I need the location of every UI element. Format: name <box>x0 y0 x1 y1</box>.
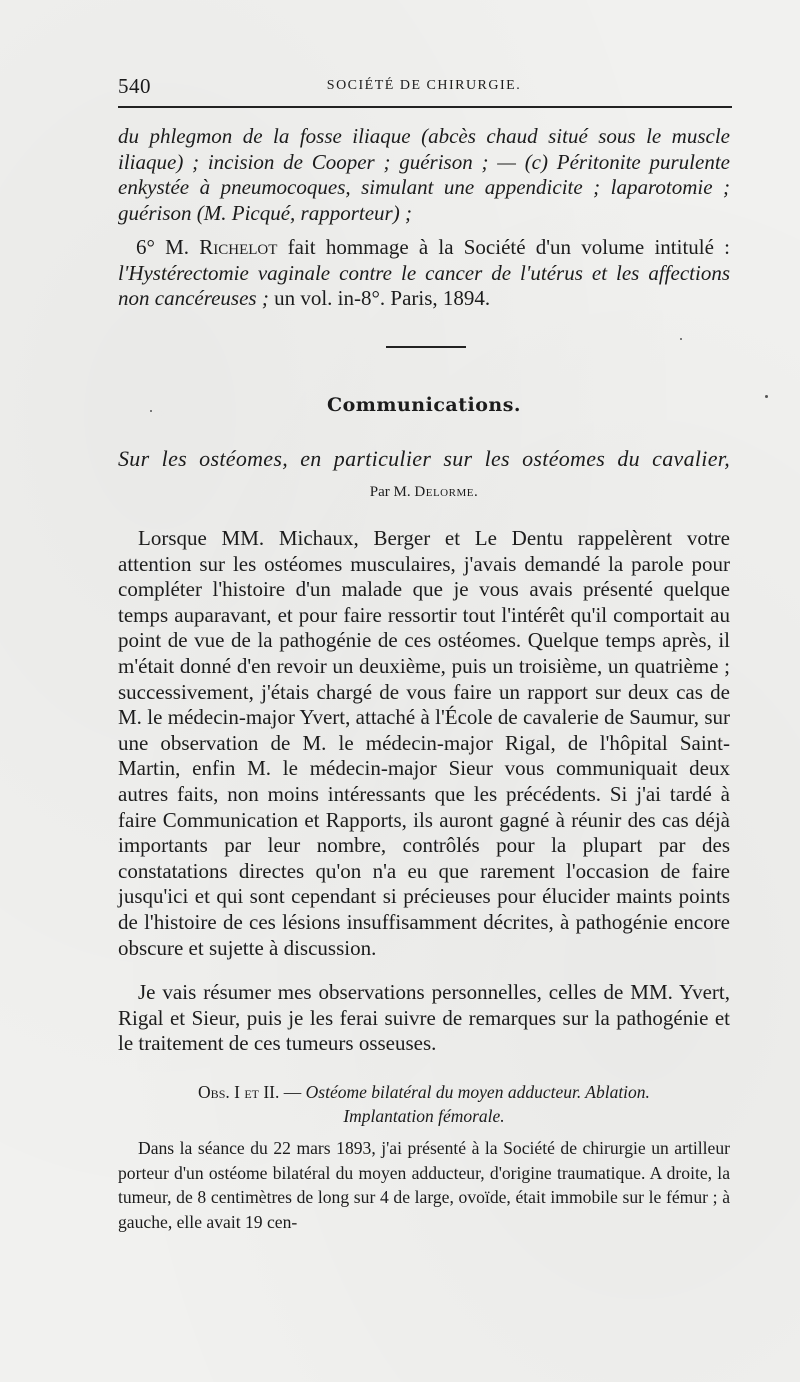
observation-number: Obs. I et II. — <box>198 1082 302 1102</box>
paragraph-phlegmon: du phlegmon de la fosse iliaque (abcès chaud situé sous le muscle iliaque) ; incision de Cooper ; guérison ; — (c) Péritonite purulente enkystée à pneumocoques, simulant une appendicite ; laparotomie ; guérison (M. Picqué, rapporteur) ; <box>118 124 730 225</box>
byline-prefix: Par M. <box>369 484 411 500</box>
item-number: 6° <box>136 235 155 259</box>
observation-heading <box>118 1080 730 1128</box>
body-paragraph-2: Je vais résumer mes observations personnelles, celles de MM. Yvert, Rigal et Sieur, puis je les ferai suivre de remarques sur la pathogénie et le traitement de ces tumeurs osseuses. <box>118 980 730 1056</box>
print-speck <box>680 338 682 340</box>
observation-paragraph: Dans la séance du 22 mars 1893, j'ai présenté à la Société de chirurgie un artilleur porteur d'un ostéome bilatéral du moyen adducteur, d'origine traumatique. A droite, la tumeur, de 8 centimètres de long sur 4 de large, ovoïde, était immobile sur le fémur ; à gauche, elle avait 19 cen- <box>118 1138 730 1232</box>
paragraph-text: fait hommage à la Société d'un volume intitulé : <box>277 235 730 259</box>
article-title: Sur les ostéomes, en particulier sur les ostéomes du cavalier, <box>118 446 730 471</box>
observation-title-line2: Implantation fémorale. <box>343 1106 505 1126</box>
observation-title-line1: Ostéome bilatéral du moyen adducteur. Ablation. <box>305 1082 650 1102</box>
paragraph-tail: un vol. in-8°. Paris, 1894. <box>268 286 491 311</box>
byline-author: Delorme. <box>414 484 479 500</box>
section-title: Communications. <box>326 394 522 416</box>
section-divider <box>386 346 466 348</box>
book-title: l'Hystérectomie vaginale contre le cancer de l'utérus et les affections non cancéreuses ; <box>118 260 730 311</box>
print-speck <box>765 395 768 398</box>
page-header <box>118 74 730 102</box>
byline <box>118 484 730 501</box>
header-rule <box>118 106 732 108</box>
running-title: SOCIÉTÉ DE CHIRURGIE. <box>326 78 522 93</box>
author-name: M. Richelot <box>165 235 278 259</box>
body-paragraph-1: Lorsque MM. Michaux, Berger et Le Dentu rappelèrent votre attention sur les ostéomes musculaires, j'avais demandé la parole pour compléter l'histoire d'un malade que je vous avais présenté quelque temps auparavant, et pour faire ressortir tout l'intérêt qu'il comportait au point de vue de la pathogénie de ces ostéomes. Quelque temps après, il m'était donné d'en revoir un deuxième, puis un troisième, un quatrième ; successivement, j'étais chargé de vous faire un rapport sur deux cas de M. le médecin-major Yvert, attaché à l'École de cavalerie de Saumur, sur une observation de M. le médecin-major Rigal, de l'hôpital Saint-Martin, enfin M. le médecin-major Sieur vous communiquait deux autres faits, non moins intéressants que les précédents. Si j'ai tardé à faire Communication et Rapports, ils auront gagné à réunir des cas déjà importants par leur nombre, contrôlés pour la plupart par des constatations directes qu'on n'a eu que rarement l'occasion de faire jusqu'ici et qui sont cependant si précieuses pour élucider maints points de l'histoire de ces lésions insuffisamment décrites, à pathogénie encore obscure et sujette à discussion. <box>118 526 730 960</box>
print-speck <box>150 410 152 412</box>
paragraph-richelot <box>118 235 730 312</box>
page-number: 540 <box>118 74 151 98</box>
